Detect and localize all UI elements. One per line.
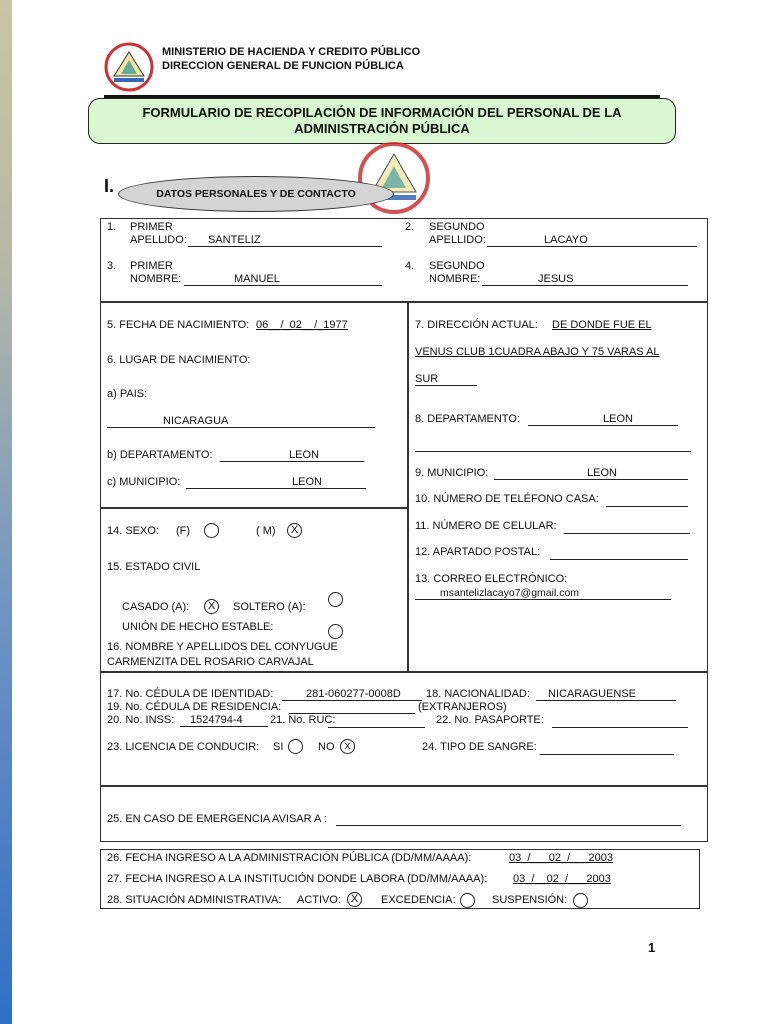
license-no-label: NO	[318, 741, 335, 753]
dept-value[interactable]: LEON	[528, 413, 678, 426]
ruc-label: 21. No. RUC:	[270, 714, 336, 726]
admin-entry-value[interactable]: 03_/___02_/___2003	[509, 852, 613, 864]
nationality-value[interactable]: NICARAGUENSE	[536, 688, 676, 701]
birth-dept-value[interactable]: LEON	[220, 449, 364, 462]
institution-entry-label: 27. FECHA INGRESO A LA INSTITUCIÓN DONDE LABORA (DD/MM/AAAA):	[107, 873, 488, 885]
inss-label: 20. No. INSS:	[107, 714, 175, 726]
sex-f-radio[interactable]	[204, 523, 219, 538]
field-4-label2: NOMBRE:	[429, 273, 481, 285]
dept-label: 8. DEPARTAMENTO:	[415, 413, 520, 425]
field-4-label: SEGUNDO	[429, 260, 485, 272]
union-label: UNIÓN DE HECHO ESTABLE:	[122, 621, 274, 633]
birth-dept-label: b) DEPARTAMENTO:	[107, 449, 213, 461]
residence-suffix: (EXTRANJEROS)	[418, 701, 507, 713]
country-label: a) PAIS:	[107, 388, 148, 400]
postal-label: 12. APARTADO POSTAL:	[415, 546, 541, 558]
sex-label: 14. SEXO:	[107, 525, 159, 537]
section-number: I.	[104, 176, 115, 196]
license-si-label: SI	[273, 741, 284, 753]
married-radio[interactable]: X	[204, 599, 219, 614]
license-label: 23. LICENCIA DE CONDUCIR:	[107, 741, 260, 753]
blood-input[interactable]	[540, 754, 674, 755]
admin-entry-label: 26. FECHA INGRESO A LA ADMINISTRACIÓN PÚBLICA (DD/MM/AAAA):	[107, 852, 472, 864]
spouse-label: 16. NOMBRE Y APELLIDOS DEL CONYUGUE	[107, 641, 338, 653]
phone-input[interactable]	[606, 506, 688, 507]
ruc-input[interactable]	[328, 727, 425, 728]
single-radio[interactable]	[328, 592, 343, 607]
excedencia-radio[interactable]	[460, 893, 475, 908]
suspension-label: SUSPENSIÓN:	[492, 894, 568, 906]
sex-f-label: (F)	[176, 525, 191, 537]
section-title: DATOS PERSONALES Y DE CONTACTO	[118, 176, 394, 212]
cell-label: 11. NÚMERO DE CELULAR:	[415, 520, 557, 532]
muni-label: 9. MUNICIPIO:	[415, 467, 489, 479]
address-line-3[interactable]: SUR	[415, 373, 477, 386]
field-3-label2: NOMBRE:	[130, 273, 182, 285]
cedula-value[interactable]: 281-060277-0008D	[282, 688, 422, 701]
institution-entry-value[interactable]: 03_/__02_/___2003	[513, 873, 611, 885]
birth-label: 5. FECHA DE NACIMIENTO:	[107, 319, 250, 331]
blank-line	[415, 451, 691, 452]
active-radio[interactable]: X	[347, 892, 362, 907]
emergency-input[interactable]	[336, 825, 681, 826]
second-name-value[interactable]: JESUS	[482, 273, 688, 286]
passport-label: 22. No. PASAPORTE:	[436, 714, 544, 726]
email-label: 13. CORREO ELECTRÓNICO:	[415, 573, 568, 585]
form-title-box	[88, 98, 676, 144]
field-2-num: 2.	[405, 221, 415, 233]
postal-input[interactable]	[550, 559, 688, 560]
names-box	[100, 218, 708, 302]
muni-value[interactable]: LEON	[494, 467, 688, 480]
license-no-radio[interactable]: x	[340, 739, 355, 754]
cedula-label: 17. No. CÉDULA DE IDENTIDAD:	[107, 688, 274, 700]
excedencia-label: EXCEDENCIA:	[381, 894, 456, 906]
sex-m-radio[interactable]: X	[287, 523, 302, 538]
field-1-label: PRIMER	[130, 221, 173, 233]
birthplace-label: 6. LUGAR DE NACIMIENTO:	[107, 354, 251, 366]
suspension-radio[interactable]	[573, 893, 588, 908]
field-2-label: SEGUNDO	[429, 221, 485, 233]
field-1-label2: APELLIDO:	[130, 234, 187, 246]
nationality-label: 18. NACIONALIDAD:	[426, 688, 530, 700]
phone-label: 10. NÚMERO DE TELÉFONO CASA:	[415, 493, 599, 505]
emergency-label: 25. EN CASO DE EMERGENCIA AVISAR A :	[107, 813, 327, 825]
field-4-num: 4.	[405, 260, 415, 272]
single-label: SOLTERO (A):	[233, 601, 306, 613]
address-line-2[interactable]: VENUS CLUB 1CUADRA ABAJO Y 75 VARAS AL	[415, 346, 660, 358]
union-radio[interactable]	[328, 624, 343, 639]
page-number: 1	[648, 940, 656, 955]
address-line-1[interactable]: DE DONDE FUE EL	[552, 319, 652, 331]
address-label: 7. DIRECCIÓN ACTUAL:	[415, 319, 538, 331]
form-title-line-2: ADMINISTRACIÓN PÚBLICA	[294, 121, 470, 136]
license-si-radio[interactable]	[288, 739, 303, 754]
birth-muni-label: c) MUNICIPIO:	[107, 476, 181, 488]
field-1-num: 1.	[107, 221, 117, 233]
direction-name: DIRECCION GENERAL DE FUNCION PÚBLICA	[162, 60, 404, 72]
first-surname-value[interactable]: SANTELIZ	[188, 234, 382, 247]
second-surname-value[interactable]: LACAYO	[487, 234, 697, 247]
field-3-label: PRIMER	[130, 260, 173, 272]
birth-muni-value[interactable]: LEON	[186, 476, 366, 489]
first-name-value[interactable]: MANUEL	[184, 273, 382, 286]
admin-status-label: 28. SITUACIÓN ADMINISTRATIVA:	[107, 894, 282, 906]
country-value[interactable]: NICARAGUA	[107, 415, 375, 428]
field-2-label2: APELLIDO:	[429, 234, 486, 246]
civil-status-label: 15. ESTADO CIVIL	[107, 561, 201, 573]
married-label: CASADO (A):	[122, 601, 190, 613]
cell-input[interactable]	[564, 533, 690, 534]
email-value[interactable]: msantelizlacayo7@gmail.com	[415, 587, 671, 600]
inss-value[interactable]: 1524794-4	[180, 714, 268, 727]
field-3-num: 3.	[107, 260, 117, 272]
nicaragua-emblem-icon	[104, 42, 154, 92]
active-label: ACTIVO:	[297, 894, 342, 906]
left-decorative-bar	[0, 0, 12, 1024]
form-title-line-1: FORMULARIO DE RECOPILACIÓN DE INFORMACIÓN DEL PERSONAL DE LA	[142, 105, 622, 120]
birth-value[interactable]: 06__/_02__/_1977	[256, 319, 348, 331]
passport-input[interactable]	[552, 727, 688, 728]
residence-label: 19. No. CÉDULA DE RESIDENCIA:	[107, 701, 282, 713]
sex-m-label: ( M)	[256, 525, 276, 537]
ministry-name: MINISTERIO DE HACIENDA Y CREDITO PÚBLICO	[162, 46, 421, 58]
blood-label: 24. TIPO DE SANGRE:	[422, 741, 537, 753]
spouse-value[interactable]: CARMENZITA DEL ROSARIO CARVAJAL	[107, 656, 314, 668]
